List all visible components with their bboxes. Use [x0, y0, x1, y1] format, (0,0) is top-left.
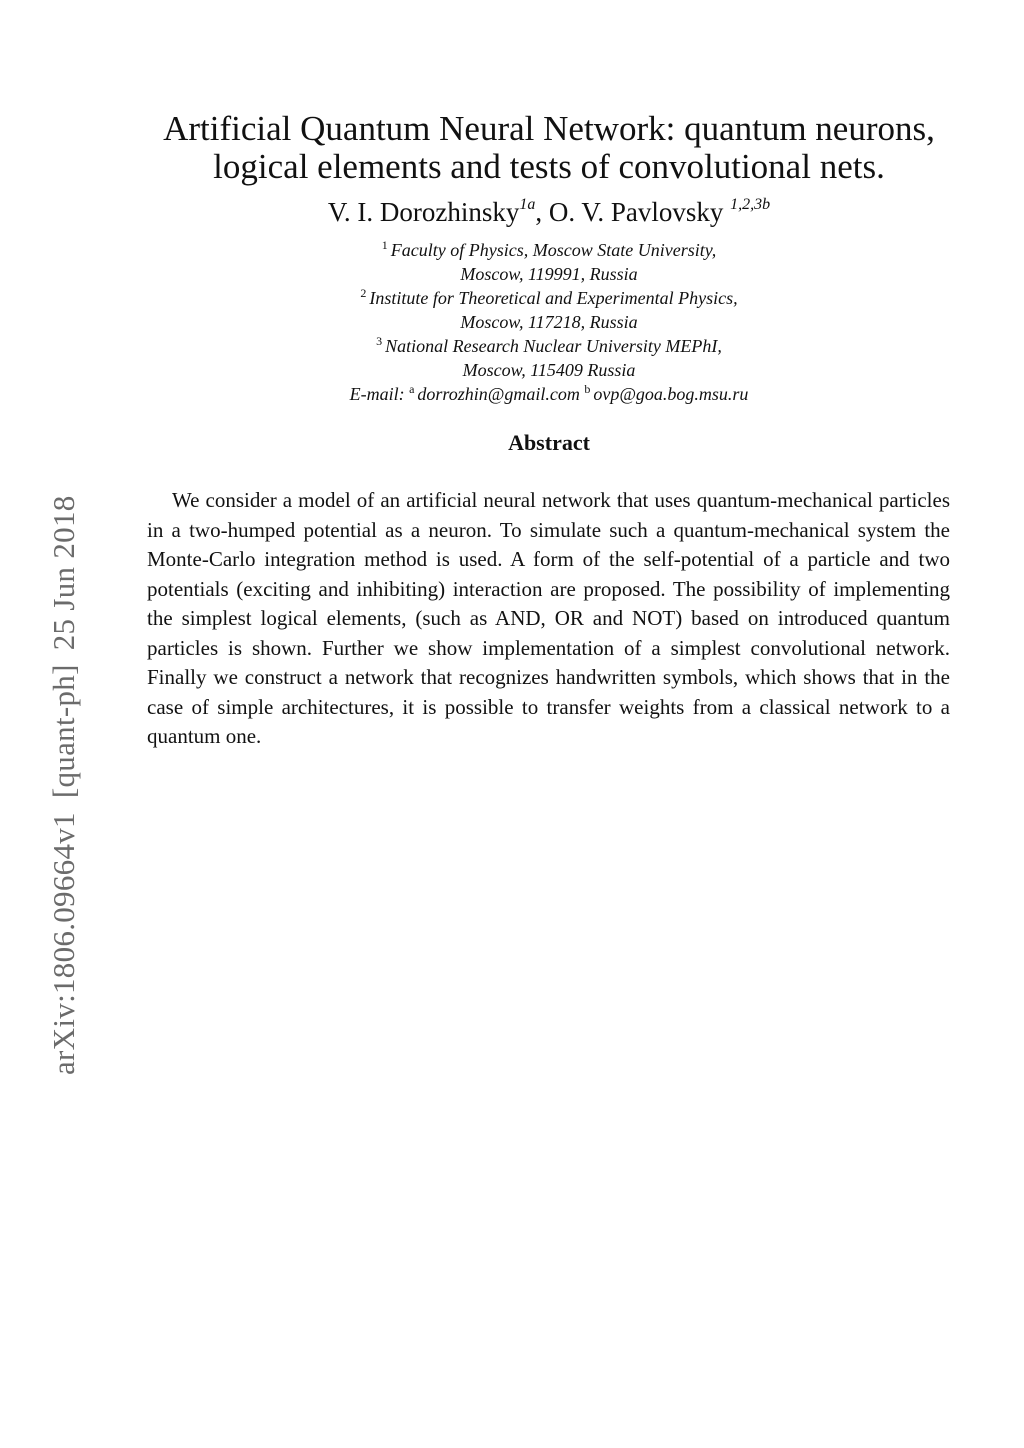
email-b-mark: b [584, 382, 591, 396]
title-line-2: logical elements and tests of convolutional nets. [213, 147, 885, 186]
affiliation-1 [120, 238, 978, 286]
abstract-body: We consider a model of an artificial neural network that uses quantum-mechanical particles in a two-humped potential as a neuron. To simulate such a quantum-mechanical system the Monte-Carlo integration method is used. A form of the self-potential of a particle and two potentials (exciting and inhibiting) interaction are proposed. The possibility of implementing the simplest logical elements, (such as AND, OR and NOT) based on introduced quantum particles is shown. Further we show implementation of a simplest convolutional network. Finally we construct a network that recognizes handwritten symbols, which shows that in the case of simple architectures, it is possible to transfer weights from a classical network to a quantum one. [147, 488, 950, 748]
author-separator: , [535, 197, 549, 227]
affiliation-2 [120, 286, 978, 334]
paper-title [120, 110, 978, 186]
affiliation-3-line-1: National Research Nuclear University MEPhI, [385, 336, 722, 356]
email-address-a[interactable]: dorrozhin@gmail.com [417, 384, 585, 404]
author-2-affiliation-mark: 1,2,3b [730, 196, 771, 213]
title-line-1: Artificial Quantum Neural Network: quantum neurons, [163, 109, 935, 148]
abstract-heading: Abstract [508, 430, 590, 455]
email-label: E-mail: [349, 384, 410, 404]
affiliation-3 [120, 334, 978, 382]
affiliation-3-line-2: Moscow, 115409 Russia [462, 360, 636, 380]
affiliation-2-line-2: Moscow, 117218, Russia [460, 312, 638, 332]
affiliation-2-line-1: Institute for Theoretical and Experimental Physics, [369, 288, 738, 308]
email-a-mark: a [409, 382, 415, 396]
author-list [120, 195, 978, 229]
affiliation-2-number: 2 [360, 286, 367, 300]
arxiv-date: 25 Jun 2018 [46, 495, 81, 651]
email-address-b[interactable]: ovp@goa.bog.msu.ru [593, 384, 749, 404]
arxiv-category: [quant-ph] [46, 664, 81, 799]
email-line [120, 382, 978, 406]
affiliation-1-line-1: Faculty of Physics, Moscow State University, [390, 240, 717, 260]
author-1-name: V. I. Dorozhinsky [327, 197, 520, 227]
arxiv-id: arXiv:1806.09664v1 [46, 812, 81, 1075]
affiliation-1-number: 1 [381, 238, 388, 252]
affiliation-3-number: 3 [376, 334, 383, 348]
author-1-affiliation-mark: 1a [519, 196, 536, 213]
affiliation-1-line-2: Moscow, 119991, Russia [460, 264, 638, 284]
author-2-name: O. V. Pavlovsky [548, 197, 731, 227]
arxiv-identifier-stamp [46, 481, 82, 1075]
